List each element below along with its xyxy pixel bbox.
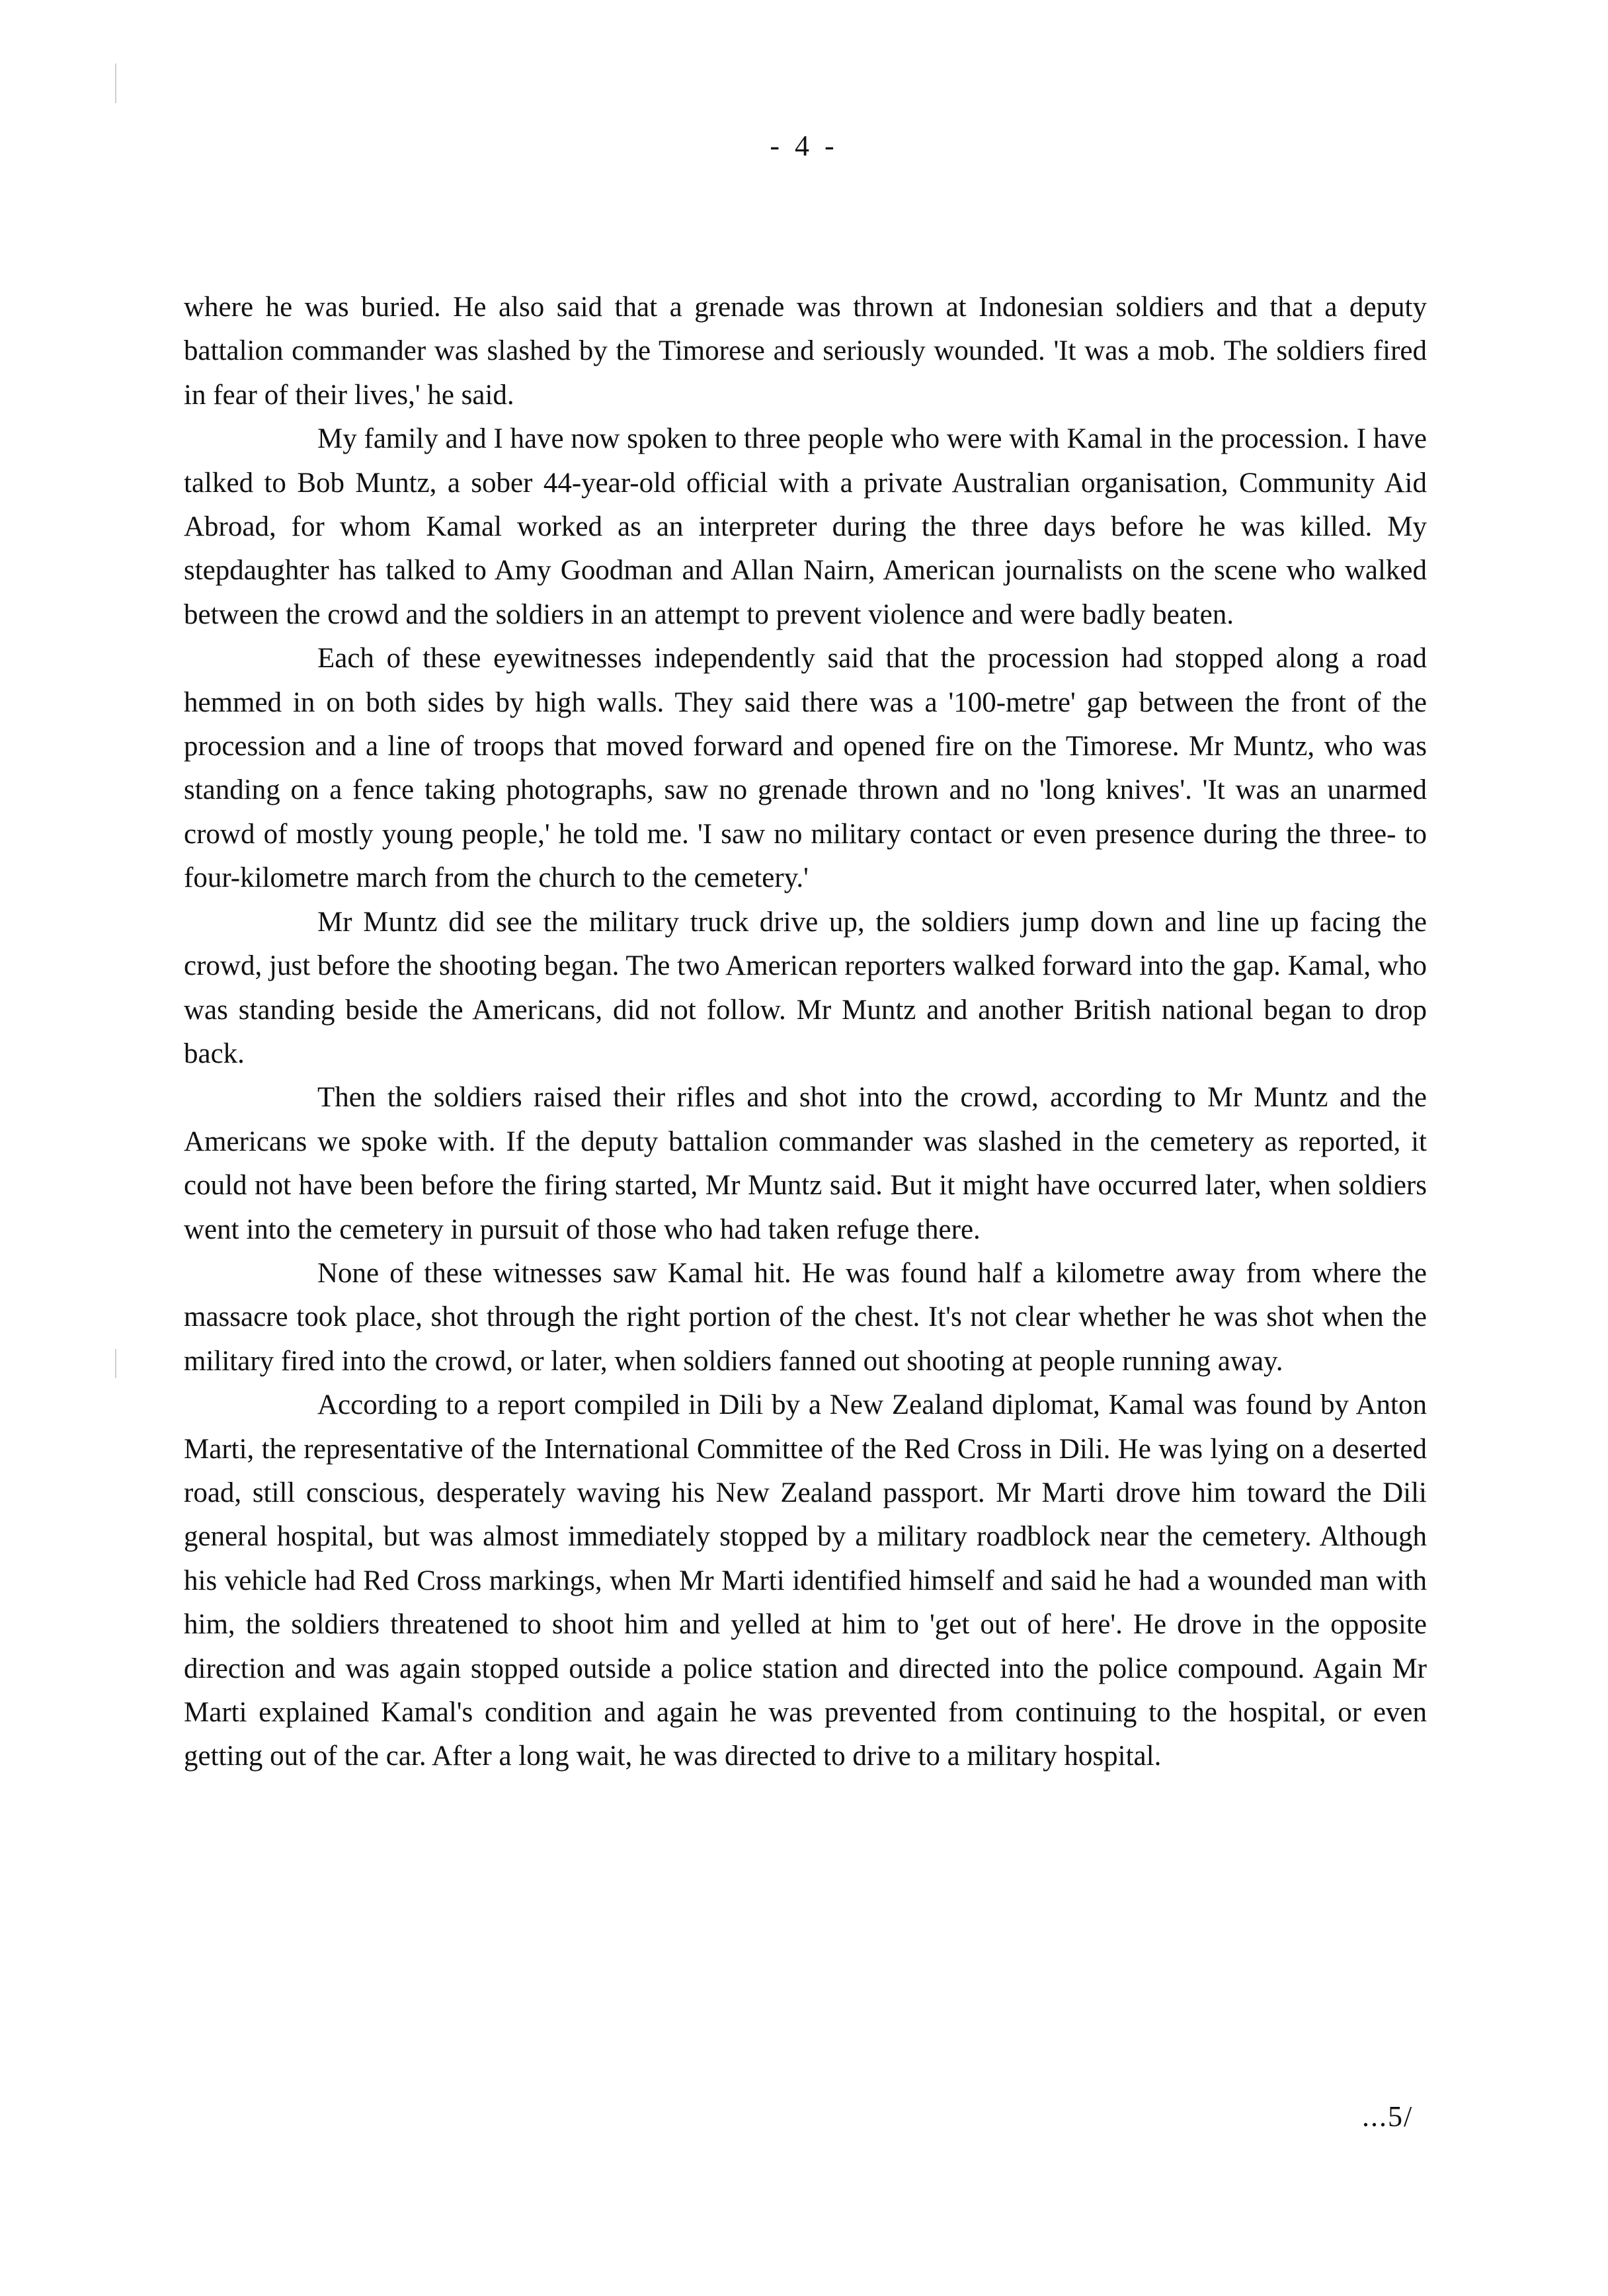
paragraph: Then the soldiers raised their rifles and shot into the crowd, according to Mr Muntz and the Americans we spoke with. If the deputy battalion commander was slashed in the cemetery as reported, it could not have been before the firing started, Mr Muntz said. But it might have occurred later, when soldiers went into the cemetery in pursuit of those who had taken refuge there.: [184, 1082, 1427, 1245]
scan-edge-mark: [115, 1349, 116, 1378]
body-text: [184, 286, 1427, 1779]
page-number: - 4 -: [770, 130, 838, 162]
continuation-marker: ...5/: [1362, 2100, 1414, 2133]
scan-edge-mark: [115, 63, 116, 103]
paragraph: None of these witnesses saw Kamal hit. He was found half a kilometre away from where the massacre took place, shot through the right portion of the chest. It's not clear whether he was shot when the military fired into the crowd, or later, when soldiers fanned out shooting at people running away.: [184, 1257, 1427, 1377]
paragraph: Mr Muntz did see the military truck drive up, the soldiers jump down and line up facing the crowd, just before the shooting began. The two American reporters walked forward into the gap. Kamal, who was standing beside the Americans, did not follow. Mr Muntz and another British national began to drop back.: [184, 906, 1427, 1069]
paragraph: My family and I have now spoken to three people who were with Kamal in the procession. I have talked to Bob Muntz, a sober 44-year-old official with a private Australian organisation, Community Aid Abroad, for whom Kamal worked as an interpreter during the three days before he was killed. My stepdaughter has talked to Amy Goodman and Allan Nairn, American journalists on the scene who walked between the crowd and the soldiers in an attempt to prevent violence and were badly beaten.: [184, 423, 1427, 630]
paragraph: Each of these eyewitnesses independently said that the procession had stopped along a road hemmed in on both sides by high walls. They said there was a '100-metre' gap between the front of the procession and a line of troops that moved forward and opened fire on the Timorese. Mr Muntz, who was standing on a fence taking photographs, saw no grenade thrown and no 'long knives'. 'It was an unarmed crowd of mostly young people,' he told me. 'I saw no military contact or even presence during the three- to four-kilometre march from the church to the cemetery.': [184, 643, 1427, 894]
paragraph: where he was buried. He also said that a grenade was thrown at Indonesian soldiers and that a deputy battalion commander was slashed by the Timorese and seriously wounded. 'It was a mob. The soldiers fired in fear of their lives,' he said.: [184, 292, 1427, 411]
paragraph: According to a report compiled in Dili by a New Zealand diplomat, Kamal was found by Anton Marti, the representative of the International Committee of the Red Cross in Dili. He was lying on a deserted road, still conscious, desperately waving his New Zealand passport. Mr Marti drove him toward the Dili general hospital, but was almost immediately stopped by a military roadblock near the cemetery. Although his vehicle had Red Cross markings, when Mr Marti identified himself and said he had a wounded man with him, the soldiers threatened to shoot him and yelled at him to 'get out of here'. He drove in the opposite direction and was again stopped outside a police station and directed into the police compound. Again Mr Marti explained Kamal's condition and again he was prevented from continuing to the hospital, or even getting out of the car. After a long wait, he was directed to drive to a military hospital.: [184, 1389, 1427, 1772]
